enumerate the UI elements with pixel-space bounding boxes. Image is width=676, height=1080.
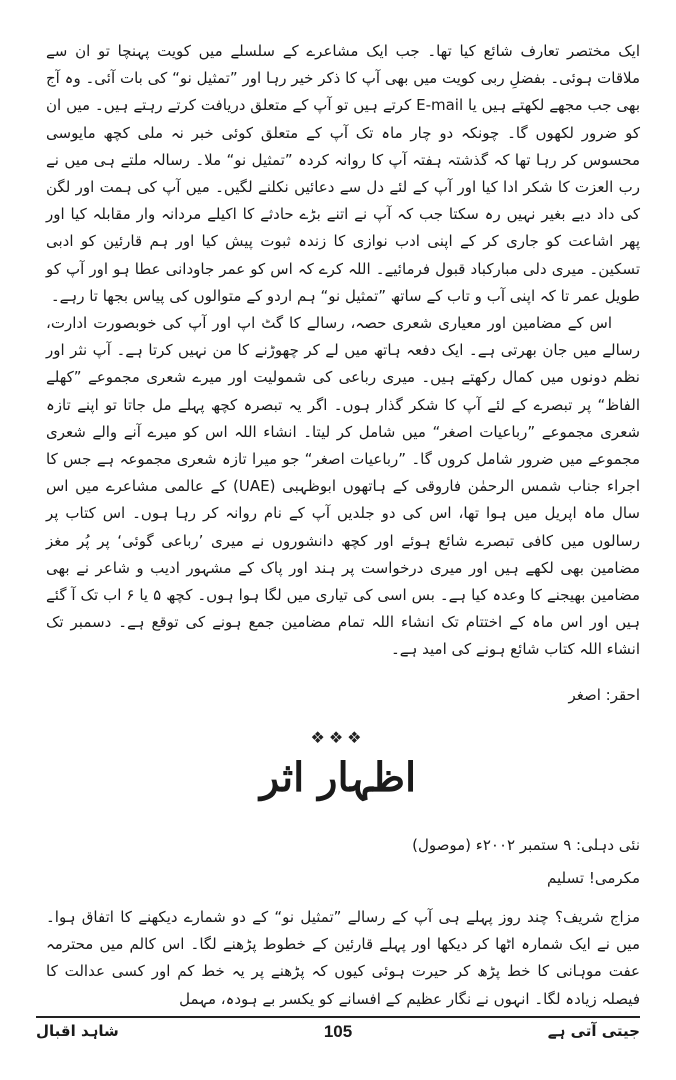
section-ornament: ❖❖❖ (310, 728, 366, 747)
paragraph: اس کے مضامین اور معیاری شعری حصہ، رسالے کا گٹ اپ اور آپ کی خوبصورت ادارت، رسالے میں جان بھرتی ہے۔ ایک دفعہ ہاتھ میں لے کر چھوڑنے کا من نہیں کرتا ہے۔ آپ نثر اور نظم دونوں میں کمال رکھتے ہیں۔ میری رباعی کی شمولیت اور میرے شعری مجموعے ”کھلے الفاظ“ پر تبصرے کے لئے آپ کا شکر گذار ہوں۔ اگر یہ تبصرہ کچھ پہلے مل جاتا تو اپنے تازہ شعری مجموعے ”رباعیات اصغر“ میں شامل کر لیتا۔ انشاء اللہ اس کو میرے آنے والے شعری مجموعے میں ضرور شامل کروں گا۔ ”رباعیات اصغر“ جو میرا تازہ شعری مجموعہ ہے جس کا اجراء جناب شمس الرحمٰن فاروقی کے ہاتھوں ابوظہبی (UAE) کے عالمی مشاعرے میں اس سال ماہ اپریل میں ہوا تھا، اس کی دو جلدیں آپ کے نام روانہ کر رہا ہوں۔ اس کتاب پر رسالوں میں کافی تبصرے شائع ہوئے اور کچھ دانشوروں نے میری ’رباعی گوئی‘ پر پُر مغز مضامین بھی لکھے ہیں اور میری درخواست پر ہند اور پاک کے مشہور ادیب و شاعر نے بھی مضامین بھیجنے کا وعدہ کیا ہے۔ بس اسی کی تیاری میں لگا ہوا ہوں۔ کچھ ۵ یا ۶ اب تک آ گئے ہیں اور اس ماہ کے اختتام تک انشاء اللہ تمام مضامین جمع ہونے کی توقع ہے۔ دسمبر تک انشاء اللہ کتاب شائع ہونے کی امید ہے۔ (46, 314, 641, 659)
footer-rule (36, 1016, 640, 1018)
letter-signature: احقر: اصغر (568, 686, 640, 704)
letter-body (46, 38, 640, 664)
page-number: 105 (323, 1022, 353, 1041)
footer-author: شاہد اقبال (36, 1022, 119, 1040)
footer-book-title: جیتی آتی ہے (547, 1022, 640, 1040)
section-title: اظہار اثر (259, 754, 417, 801)
letter-body (46, 904, 640, 1013)
paragraph: مزاج شریف؟ چند روز پہلے ہی آپ کے رسالے ”تمثیل نو“ کے دو شمارے دیکھنے کا اتفاق ہوا۔ میں نے ایک شمارہ اٹھا کر دیکھا اور پہلے قارئین کے خطوط پڑھنے لگا۔ اس کالم میں محترمہ عفت موہانی کا خط پڑھ کر حیرت ہوئی کیوں کہ پڑھنے پر یہ خط کم اور کسی عدالت کا فیصلہ زیادہ لگا۔ انہوں نے نگار عظیم کے افسانے کو یکسر بے ہودہ، مہمل (46, 908, 640, 1008)
letter-dateline: نئی دہلی: ۹ ستمبر ۲۰۰۲ء (موصول) (412, 836, 640, 854)
letter-salutation: مکرمی! تسلیم (547, 869, 640, 887)
page-footer (36, 1022, 640, 1048)
paragraph: ایک مختصر تعارف شائع کیا تھا۔ جب ایک مشاعرے کے سلسلے میں کویت پہنچا تو ان سے ملاقات ہوئی۔ بفضلِ ربی کویت میں بھی آپ کا ذکر خیر رہا اور ”تمثیل نو“ کی بات آئی۔ وہ آج بھی جب مجھے لکھتے ہیں یا E-mail کرتے ہیں تو آپ کے متعلق دریافت کرتے رہتے ہیں۔ میں ان کو ضرور لکھوں گا۔ چونکہ دو چار ماہ تک آپ کے متعلق کوئی خبر نہ ملی کچھ مایوسی محسوس کر رہا تھا کہ گذشتہ ہفتہ آپ کا روانہ کردہ ”تمثیل نو“ ملا۔ رسالہ ملتے ہی میں نے رب العزت کا شکر ادا کیا اور آپ کے لئے دل سے دعائیں نکلنے لگیں۔ میں آپ کی ہمت اور لگن کی داد دیے بغیر نہیں رہ سکتا جب کہ آپ نے اتنے بڑے حادثے کا اکیلے مردانہ وار مقابلہ کیا اور پھر اشاعت کو جاری کر کے اپنی ادب نوازی کا زندہ ثبوت پیش کیا اور ہم قارئین کو ادبی تسکین۔ میری دلی مبارکباد قبول فرمائیے۔ اللہ کرے کہ اس کو عمر جاودانی عطا ہو اور آپ کو طویل عمر تا کہ اپنی آب و تاب کے ساتھ ”تمثیل نو“ ہم اردو کے متوالوں کی پیاس بجھا تا رہے۔ (46, 42, 641, 305)
